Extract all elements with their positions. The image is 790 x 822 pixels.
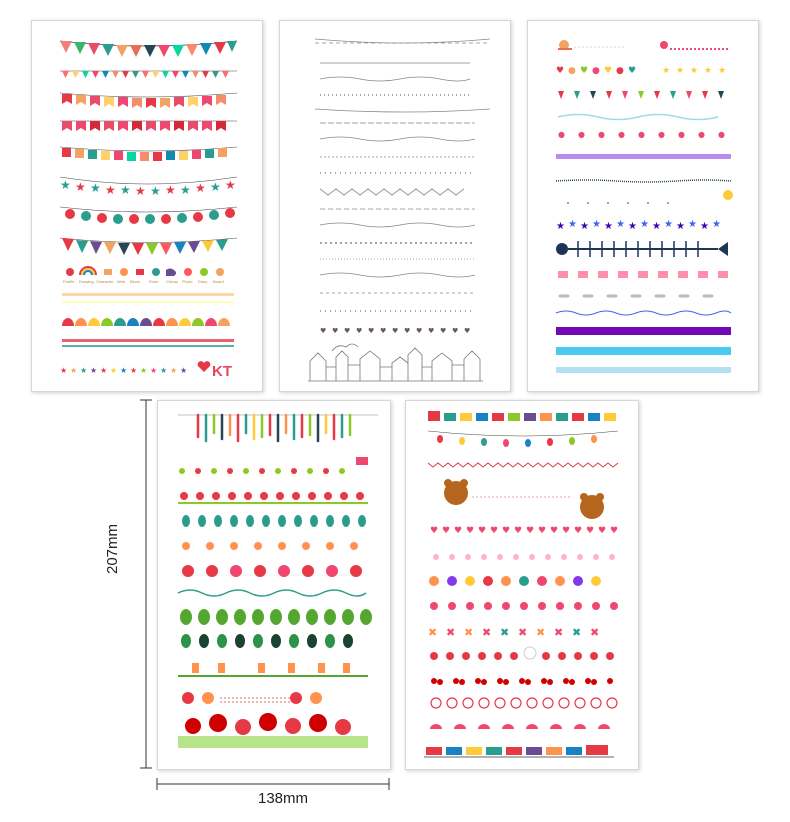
svg-text:♥: ♥ xyxy=(490,526,499,536)
svg-text:●: ● xyxy=(568,66,576,76)
bottom-train xyxy=(424,745,614,757)
poppy-row xyxy=(182,565,362,577)
svg-text:★: ★ xyxy=(688,219,697,230)
purple-fringe xyxy=(556,154,731,159)
svg-text:●: ● xyxy=(618,130,625,139)
svg-text:♥: ♥ xyxy=(538,526,547,536)
svg-text:♥: ♥ xyxy=(356,327,363,335)
pennant-row-4 xyxy=(60,121,237,131)
cherry-row xyxy=(431,678,613,685)
drop-row xyxy=(558,91,724,99)
tree-row xyxy=(181,634,353,648)
svg-text:✖: ✖ xyxy=(554,626,564,639)
sticker-sheet-grey-borders xyxy=(279,20,511,392)
svg-text:♥: ♥ xyxy=(556,66,565,76)
svg-text:♥: ♥ xyxy=(454,526,463,536)
svg-text:●: ● xyxy=(718,130,725,139)
svg-text:♥: ♥ xyxy=(380,327,387,335)
sunflower-row xyxy=(182,692,322,704)
orange-flower-row xyxy=(182,542,358,550)
pennant-row-5 xyxy=(60,147,237,161)
hearts-stars-row xyxy=(556,66,726,76)
word-4: Web xyxy=(117,279,126,284)
svg-text:♥: ♥ xyxy=(628,66,637,76)
rabbit-row xyxy=(178,663,368,676)
sticker-sheet-bunting xyxy=(31,20,263,392)
svg-text:★: ★ xyxy=(135,184,146,198)
svg-text:★: ★ xyxy=(568,219,577,230)
svg-text:★: ★ xyxy=(170,366,178,375)
pennant-row-1 xyxy=(60,41,237,57)
svg-text:●: ● xyxy=(592,66,600,76)
candy-row xyxy=(429,576,601,586)
svg-text:★: ★ xyxy=(150,184,161,198)
svg-text:♥: ♥ xyxy=(478,526,487,536)
word-10: Board xyxy=(213,279,224,284)
svg-text:♥: ♥ xyxy=(574,526,583,536)
word-5: Block xyxy=(130,279,140,284)
umbrella-row xyxy=(430,724,610,729)
svg-text:♥: ♥ xyxy=(586,526,595,536)
pennant-row-2 xyxy=(60,71,237,78)
drop-pendant-row xyxy=(428,431,618,447)
svg-text:★: ★ xyxy=(90,366,98,375)
width-label: 138mm xyxy=(258,790,309,807)
word-2: Drawing xyxy=(79,279,94,284)
logo-text: KT xyxy=(212,363,232,380)
svg-text:●: ● xyxy=(658,130,665,139)
word-8: Photo xyxy=(182,279,193,284)
vine xyxy=(178,590,366,596)
svg-text:★: ★ xyxy=(712,219,721,230)
svg-text:★: ★ xyxy=(664,219,673,230)
svg-text:✖: ✖ xyxy=(500,626,510,639)
grey-border-1 xyxy=(315,39,490,43)
svg-text:♥: ♥ xyxy=(430,526,439,536)
svg-text:★: ★ xyxy=(580,221,589,232)
scallop-row xyxy=(62,318,230,326)
tulip-row-red xyxy=(178,492,368,503)
height-label: 207mm xyxy=(104,523,121,574)
tiny-star-row xyxy=(60,366,187,375)
blue-star-row xyxy=(556,219,721,232)
svg-text:★: ★ xyxy=(210,180,221,194)
stripe-rows xyxy=(62,339,234,347)
svg-text:★: ★ xyxy=(140,366,148,375)
svg-text:♥: ♥ xyxy=(464,327,471,335)
svg-text:♥: ♥ xyxy=(428,327,435,335)
cute-icons-illustration xyxy=(528,21,758,391)
svg-text:★: ★ xyxy=(150,366,158,375)
svg-text:●: ● xyxy=(598,130,605,139)
svg-text:♥: ♥ xyxy=(332,327,339,335)
svg-text:♥: ♥ xyxy=(610,526,619,536)
svg-text:★: ★ xyxy=(70,366,78,375)
svg-text:★: ★ xyxy=(195,181,206,195)
word-3: Character xyxy=(96,279,114,284)
grey-border-3 xyxy=(320,77,470,81)
star-garland xyxy=(60,177,237,198)
svg-text:★: ★ xyxy=(80,366,88,375)
svg-text:●: ● xyxy=(638,130,645,139)
svg-text:♥: ♥ xyxy=(368,327,375,335)
svg-text:♥: ♥ xyxy=(452,327,459,335)
bunting-illustration xyxy=(32,21,262,391)
svg-text:★: ★ xyxy=(165,183,176,197)
svg-text:✖: ✖ xyxy=(446,626,456,639)
word-6: Ruler xyxy=(149,279,159,284)
blue-flower-band xyxy=(556,347,731,355)
svg-text:♥: ♥ xyxy=(514,526,523,536)
svg-text:✖: ✖ xyxy=(590,626,600,639)
svg-text:★: ★ xyxy=(662,66,671,76)
svg-text:★: ★ xyxy=(718,66,727,76)
svg-text:★: ★ xyxy=(105,183,116,197)
svg-text:♥: ♥ xyxy=(416,327,423,335)
svg-text:✖: ✖ xyxy=(572,626,582,639)
sticker-sheet-plants xyxy=(157,400,391,770)
svg-text:★: ★ xyxy=(60,366,68,375)
svg-text:★: ★ xyxy=(180,366,188,375)
svg-text:♥: ♥ xyxy=(580,66,589,76)
svg-text:♥: ♥ xyxy=(562,526,571,536)
town-skyline xyxy=(308,344,483,381)
svg-text:★: ★ xyxy=(130,366,138,375)
svg-text:♥: ♥ xyxy=(320,327,327,335)
pennant-row-8 xyxy=(60,238,237,255)
svg-text:★: ★ xyxy=(556,221,565,232)
svg-text:♥: ♥ xyxy=(598,526,607,536)
trains-hearts-illustration xyxy=(406,401,638,769)
svg-text:♥: ♥ xyxy=(440,327,447,335)
grey-heart-row xyxy=(320,327,470,335)
word-7: Cheap xyxy=(166,279,178,284)
flower-pot-row xyxy=(430,647,614,660)
svg-text:★: ★ xyxy=(690,66,699,76)
word-row xyxy=(63,279,224,284)
svg-text:✖: ✖ xyxy=(482,626,492,639)
svg-text:★: ★ xyxy=(90,181,101,195)
bear-row xyxy=(444,479,604,519)
clover-row xyxy=(428,626,599,639)
svg-text:✖: ✖ xyxy=(536,626,546,639)
svg-text:★: ★ xyxy=(700,221,709,232)
dotted-line xyxy=(556,180,731,182)
svg-text:♥: ♥ xyxy=(404,327,411,335)
svg-text:★: ★ xyxy=(100,366,108,375)
svg-text:●: ● xyxy=(578,130,585,139)
hexagon-garland xyxy=(60,207,237,224)
icon-row xyxy=(66,267,224,276)
svg-text:★: ★ xyxy=(75,180,86,194)
purple-flower-band xyxy=(556,327,731,335)
svg-text:●: ● xyxy=(558,130,565,139)
sky-band xyxy=(556,367,731,373)
svg-text:●: ● xyxy=(678,130,685,139)
lace-row xyxy=(433,554,615,560)
svg-text:★: ★ xyxy=(628,221,637,232)
svg-text:★: ★ xyxy=(676,221,685,232)
leaf-row xyxy=(182,515,366,527)
kt-logo xyxy=(198,361,232,380)
cloud-line xyxy=(556,311,731,315)
svg-text:★: ★ xyxy=(592,219,601,230)
svg-text:★: ★ xyxy=(676,66,685,76)
word-9: Diary xyxy=(198,279,208,284)
svg-text:★: ★ xyxy=(652,221,661,232)
svg-text:★: ★ xyxy=(704,66,713,76)
dot-line xyxy=(567,202,669,204)
sprout-row xyxy=(179,457,368,474)
svg-text:★: ★ xyxy=(160,366,168,375)
garden-scene xyxy=(178,713,368,748)
svg-text:★: ★ xyxy=(120,183,131,197)
wave-line xyxy=(558,115,718,120)
chick xyxy=(723,190,733,200)
svg-text:●: ● xyxy=(698,130,705,139)
svg-text:♥: ♥ xyxy=(604,66,613,76)
svg-text:★: ★ xyxy=(640,219,649,230)
pink-heart-row xyxy=(430,526,618,536)
svg-text:★: ★ xyxy=(60,178,71,192)
svg-text:✖: ✖ xyxy=(428,626,438,639)
heart-zigzag xyxy=(428,463,618,467)
svg-text:♥: ♥ xyxy=(466,526,475,536)
plants-illustration xyxy=(158,401,390,769)
snail-row xyxy=(558,40,730,50)
paint-strokes xyxy=(178,415,378,441)
sticker-sheet-cute-icons xyxy=(527,20,759,392)
top-train xyxy=(428,411,616,421)
svg-text:★: ★ xyxy=(120,366,128,375)
svg-text:●: ● xyxy=(616,66,624,76)
svg-text:✖: ✖ xyxy=(518,626,528,639)
cat-row xyxy=(558,271,728,278)
svg-text:♥: ♥ xyxy=(344,327,351,335)
svg-text:✖: ✖ xyxy=(464,626,474,639)
grey-border-illustration xyxy=(280,21,510,391)
svg-text:★: ★ xyxy=(225,178,236,192)
svg-text:♥: ♥ xyxy=(392,327,399,335)
svg-text:★: ★ xyxy=(604,221,613,232)
svg-text:★: ★ xyxy=(180,183,191,197)
big-leaf-row xyxy=(180,609,372,625)
svg-text:♥: ♥ xyxy=(502,526,511,536)
tulip-row-pink xyxy=(430,602,618,610)
ring-row xyxy=(431,698,617,708)
svg-text:♥: ♥ xyxy=(550,526,559,536)
pennant-row-3 xyxy=(60,93,237,108)
word-1: Profile xyxy=(63,279,75,284)
sticker-sheet-trains-hearts xyxy=(405,400,639,770)
svg-text:♥: ♥ xyxy=(526,526,535,536)
svg-text:★: ★ xyxy=(616,219,625,230)
svg-text:♥: ♥ xyxy=(442,526,451,536)
dot-row xyxy=(62,293,234,303)
paw-row xyxy=(558,130,725,139)
svg-text:★: ★ xyxy=(110,366,118,375)
fishbone xyxy=(556,241,728,257)
